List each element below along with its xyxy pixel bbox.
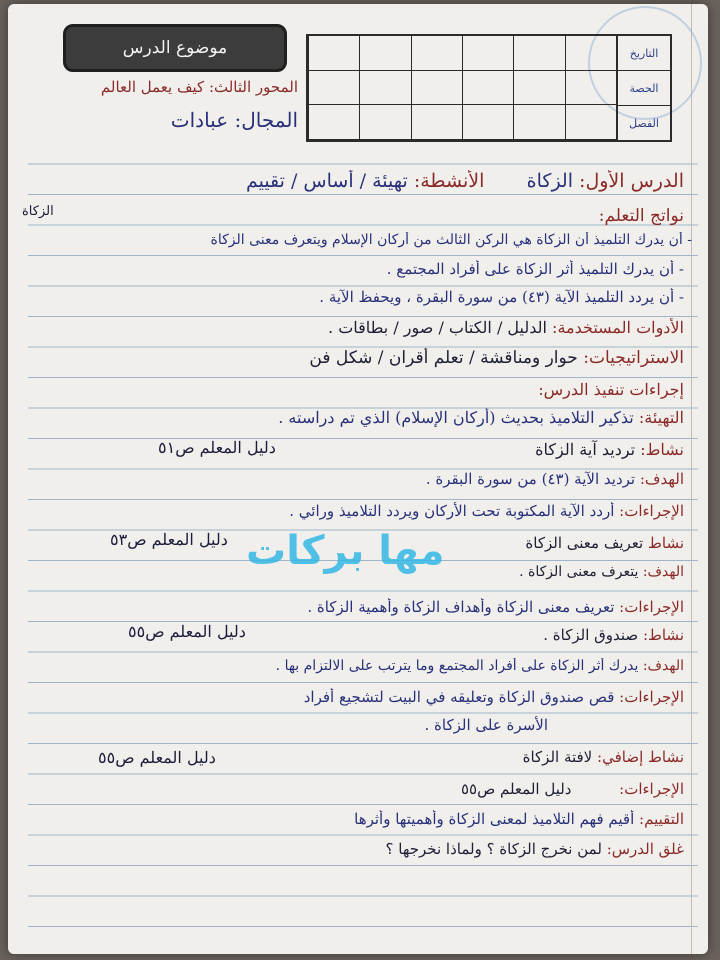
assessment-line [30,810,684,828]
lesson-topic-badge: موضوع الدرس [63,24,287,72]
activity3-proc-continued: الأسرة على الزكاة . [424,716,548,734]
activity1-goal-line [30,470,684,488]
activity1-label: نشاط: [640,440,684,459]
author-watermark: مها بركات [246,528,445,574]
side-note: الزكاة [22,204,54,219]
activity3-goal-label: الهدف: [642,658,684,674]
activity2-proc-line [30,598,684,616]
schedule-table [306,34,672,142]
activity4-label: نشاط إضافي: [597,748,684,766]
activity1-ref: دليل المعلم ص٥١ [158,438,276,457]
activities-text: تهيئة / أساس / تقييم [245,170,408,192]
intro-line [30,408,684,427]
tools-line [30,318,684,337]
activity2-goal-label: الهدف: [642,564,684,580]
date-label: التاريخ [618,36,670,71]
outcome-item: - أن يردد التلميذ الآية (٤٣) من سورة البقرة ، ويحفظ الآية . [319,288,684,306]
lesson-title-line [30,170,684,192]
activity1-goal: ترديد الآية (٤٣) من سورة البقرة . [425,470,636,488]
activity4-text: لافتة الزكاة [522,748,593,766]
activity3-proc: قص صندوق الزكاة وتعليقه في البيت لتشجيع أفراد [303,688,615,706]
axis-heading: المحور الثالث: كيف يعمل العالم [100,78,298,96]
activity3-label: نشاط: [642,626,684,644]
activity4-proc-line [30,780,684,798]
outcome-item: - أن يدرك التلميذ أن الزكاة هي الركن الثالث من أركان الإسلام ويتعرف معنى الزكاة [210,232,692,248]
activity4-proc: دليل المعلم ص٥٥ [460,780,572,798]
tools-text: الدليل / الكتاب / صور / بطاقات . [328,318,547,337]
closing-text: لمن نخرج الزكاة ؟ ولماذا نخرجها ؟ [385,840,602,858]
field-heading: المجال: عبادات [170,108,298,132]
activity3-goal-line [30,658,684,674]
activity1-proc-label: الإجراءات: [619,502,684,520]
class-label: الفصل [629,116,659,130]
outcome-item: - أن يدرك التلميذ أثر الزكاة على أفراد المجتمع . [386,260,684,278]
schedule-table-labels [616,36,670,140]
activity2-proc: تعريف معنى الزكاة وأهداف الزكاة وأهمية الزكاة . [307,598,615,616]
closing-line [30,840,684,858]
activity3-proc-line [30,688,684,706]
assessment-label: التقييم: [639,810,684,828]
lesson-title-label: الدرس الأول: [579,170,684,192]
activity3-proc-label: الإجراءات: [619,688,684,706]
activity2-ref: دليل المعلم ص٥٣ [110,530,228,549]
strategies-label: الاستراتيجيات: [583,348,684,368]
activity2-goal: يتعرف معنى الزكاة . [519,564,639,580]
intro-text: تذكير التلاميذ بحديث (أركان الإسلام) الذي تم دراسته . [278,408,634,427]
activity3-goal: يدرك أثر الزكاة على أفراد المجتمع وما يترتب على الالتزام بها . [275,658,639,674]
activity1-line [30,440,684,459]
schedule-table-cells [308,36,616,140]
activity1-proc-line [30,502,684,520]
assessment-text: أقيم فهم التلاميذ لمعنى الزكاة وأهميتها وأثرها [354,810,635,828]
activity3-text: صندوق الزكاة . [543,626,639,644]
activity1-proc: أردد الآية المكتوبة تحت الأركان ويردد التلاميذ ورائي . [289,502,615,520]
activity2-text: تعريف معنى الزكاة [525,534,644,552]
margin-line [691,4,692,954]
activity3-ref: دليل المعلم ص٥٥ [128,622,246,641]
period-label: الحصة [618,71,670,106]
closing-label: غلق الدرس: [606,840,684,858]
strategies-text: حوار ومناقشة / تعلم أقران / شكل فن [309,348,578,368]
intro-label: التهيئة: [638,408,684,427]
notebook-page [8,4,708,954]
procedures-heading: إجراءات تنفيذ الدرس: [538,380,684,399]
activity1-text: ترديد آية الزكاة [535,440,636,459]
activity2-proc-label: الإجراءات: [619,598,684,616]
activities-label: الأنشطة: [413,170,485,192]
lesson-title: الزكاة [526,170,573,192]
strategies-line [30,348,684,368]
outcomes-heading: نواتج التعلم: [598,206,684,226]
activity2-label: نشاط [648,534,684,552]
activity4-proc-label: الإجراءات: [619,780,684,798]
tools-label: الأدوات المستخدمة: [552,318,684,337]
activity1-goal-label: الهدف: [639,470,684,488]
activity4-ref: دليل المعلم ص٥٥ [98,748,216,767]
